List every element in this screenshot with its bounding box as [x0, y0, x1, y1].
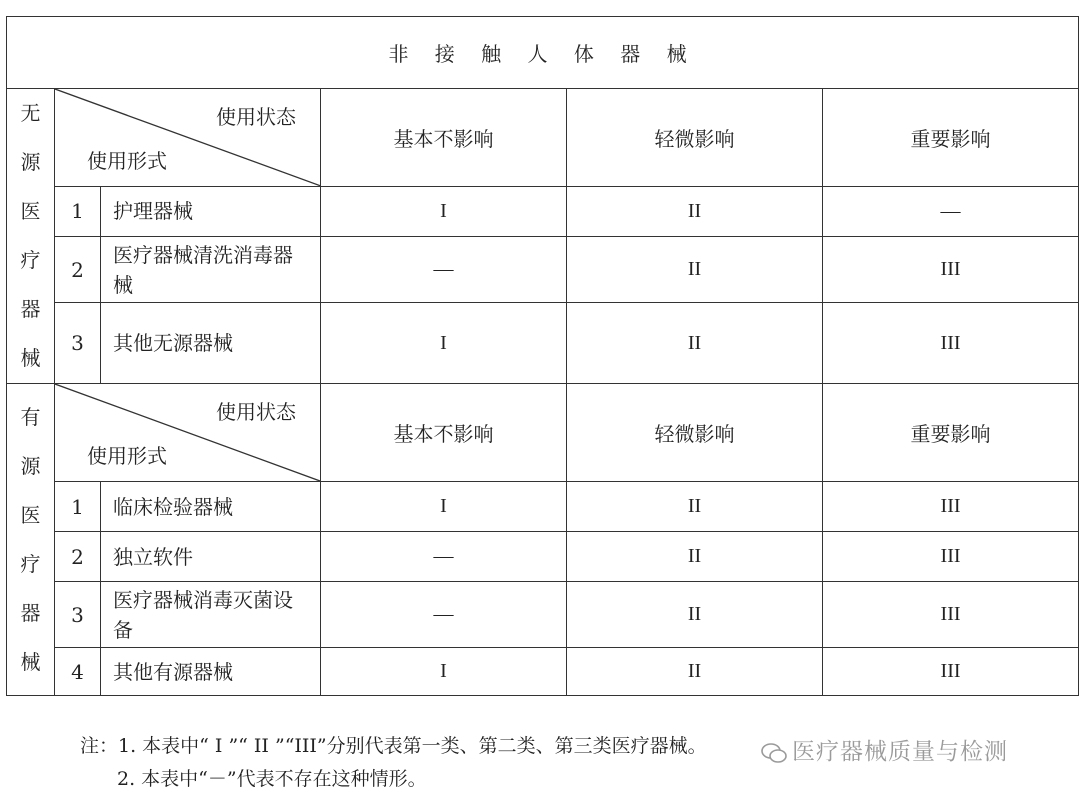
class-cell: II [567, 582, 823, 648]
note-2: 2. 本表中“－”代表不存在这种情形。 [117, 768, 427, 790]
usage-form-label: 使用形式 [87, 148, 167, 173]
row-name: 独立软件 [101, 532, 321, 582]
class-cell: III [823, 236, 1079, 302]
class-cell: I [321, 648, 567, 696]
row-name: 其他无源器械 [101, 303, 321, 384]
row-number: 2 [55, 236, 101, 302]
class-cell: II [567, 648, 823, 696]
column-header: 基本不影响 [321, 89, 567, 187]
column-header: 重要影响 [823, 384, 1079, 482]
section-label-active: 有 源 医 疗 器 械 [7, 384, 55, 696]
class-cell: II [567, 482, 823, 532]
row-number: 4 [55, 648, 101, 696]
column-header: 基本不影响 [321, 384, 567, 482]
row-number: 1 [55, 186, 101, 236]
classification-table-wrapper [6, 16, 1078, 696]
usage-state-label: 使用状态 [216, 400, 296, 424]
table-row [7, 303, 1079, 384]
class-cell: I [321, 186, 567, 236]
classification-table [6, 16, 1079, 696]
class-cell: III [823, 532, 1079, 582]
class-cell: II [567, 236, 823, 302]
table-title: 非 接 触 人 体 器 械 [7, 17, 1079, 89]
class-cell: III [823, 582, 1079, 648]
watermark [760, 733, 1008, 766]
class-cell: — [321, 236, 567, 302]
row-number: 3 [55, 303, 101, 384]
column-header: 轻微影响 [567, 89, 823, 187]
row-name: 护理器械 [101, 186, 321, 236]
usage-form-label: 使用形式 [87, 444, 167, 468]
table-row [7, 236, 1079, 302]
class-cell: — [321, 532, 567, 582]
row-number: 1 [55, 482, 101, 532]
column-header: 轻微影响 [567, 384, 823, 482]
section-label-passive: 无 源 医 疗 器 械 [7, 89, 55, 384]
column-header: 重要影响 [823, 89, 1079, 187]
class-cell: III [823, 482, 1079, 532]
note-1: 注：1. 本表中“ I ”“ II ”“III”分别代表第一类、第二类、第三类医疗器械。 [80, 735, 707, 757]
wechat-icon [760, 742, 788, 764]
diagonal-header-cell [55, 89, 321, 187]
diagonal-header-cell [55, 384, 321, 482]
class-cell: II [567, 532, 823, 582]
table-row [7, 582, 1079, 648]
class-cell: — [321, 582, 567, 648]
table-row [7, 186, 1079, 236]
class-cell: II [567, 303, 823, 384]
class-cell: II [567, 186, 823, 236]
row-name: 医疗器械清洗消毒器械 [101, 236, 321, 302]
row-name: 临床检验器械 [101, 482, 321, 532]
table-notes [80, 730, 707, 796]
class-cell: III [823, 648, 1079, 696]
class-cell: I [321, 303, 567, 384]
usage-state-label: 使用状态 [216, 105, 296, 129]
class-cell: III [823, 303, 1079, 384]
table-row [7, 482, 1079, 532]
table-row [7, 532, 1079, 582]
watermark-text: 医疗器械质量与检测 [792, 739, 1008, 765]
row-number: 2 [55, 532, 101, 582]
table-row [7, 648, 1079, 696]
row-name: 医疗器械消毒灭菌设备 [101, 582, 321, 648]
class-cell: — [823, 186, 1079, 236]
row-number: 3 [55, 582, 101, 648]
row-name: 其他有源器械 [101, 648, 321, 696]
class-cell: I [321, 482, 567, 532]
